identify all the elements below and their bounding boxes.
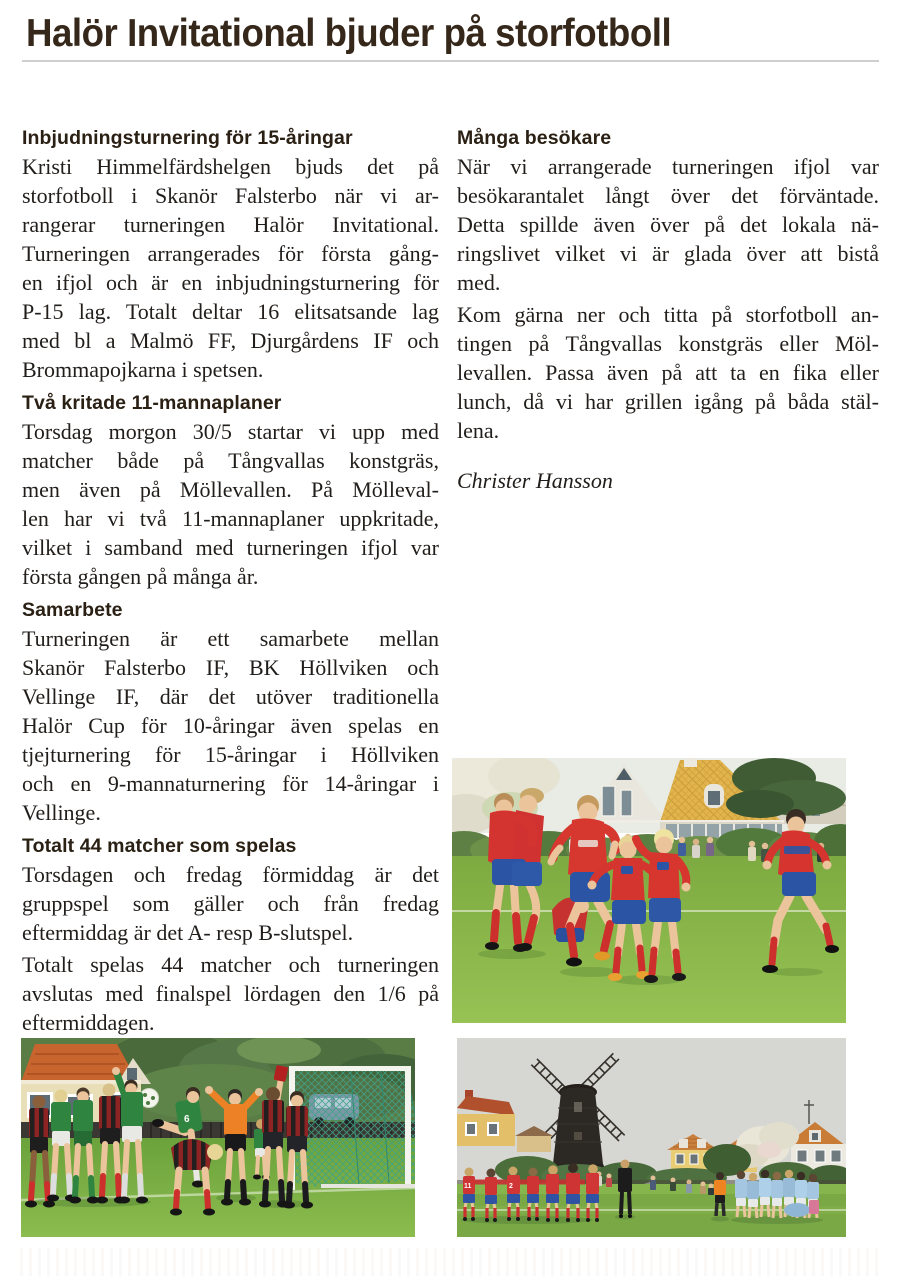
text-line: med.: [457, 270, 501, 295]
text-line: lena.: [457, 418, 500, 443]
celebration-photo-art: [452, 758, 846, 1023]
goal-scramble-photo: [21, 1038, 415, 1237]
text-line: Kristi Himmelfärdshelgen bjuds det på: [22, 154, 439, 179]
byline: Christer Hansson: [457, 468, 613, 493]
text-line: Torsdagen och fredag förmiddag är det: [22, 862, 439, 887]
article-section: [22, 391, 439, 591]
text-line: levallen. Passa även på att ta en fika eller: [457, 360, 879, 385]
section-body: [22, 624, 439, 827]
section-body: [22, 860, 439, 1037]
jersey-number: 6: [184, 1114, 190, 1125]
text-line: eftermiddagen.: [22, 1010, 155, 1035]
text-line: tingen på Tångvallas konstgräs eller Möl-: [457, 331, 879, 356]
text-line: Vellinge IF, där det utöver traditionella: [22, 684, 439, 709]
paragraph: [457, 300, 879, 445]
paragraph: [22, 624, 439, 827]
goal-scramble-photo-art: [21, 1038, 415, 1237]
article-section: [457, 126, 879, 445]
article-section: [22, 126, 439, 384]
section-heading: Totalt 44 matcher som spelas: [22, 835, 297, 857]
paragraph: [22, 417, 439, 591]
text-line: en ifjol och är en inbjudningsturnering för: [22, 270, 439, 295]
section-heading: Inbjudningsturnering för 15-åringar: [22, 127, 353, 149]
article-section: [22, 834, 439, 1037]
text-line: Turneringen är ett samarbete mellan: [22, 626, 439, 651]
text-line: storfotboll i Skanör Falsterbo när vi ar-: [22, 183, 439, 208]
jersey-number: 2: [509, 1183, 513, 1190]
page-title: Halör Invitational bjuder på storfotboll: [26, 12, 672, 55]
paragraph: [22, 152, 439, 384]
text-line: matcher både på Tångvallas konstgräs,: [22, 448, 439, 473]
faint-print-artifact: [20, 1248, 880, 1276]
text-line: och en 9-mannaturnering för 14-åringar i: [22, 771, 439, 796]
text-line: När vi arrangerade turneringen ifjol var: [457, 154, 879, 179]
text-line: Detta spillde även över på det lokala nä-: [457, 212, 879, 237]
text-line: lunch, då vi har grillen igång på båda stäl-: [457, 389, 879, 414]
section-heading: Samarbete: [22, 599, 123, 621]
text-line: eftermiddag är det A- resp B-slutspel.: [22, 920, 354, 945]
text-line: ringslivet vilket vi är glada över att bistå: [457, 241, 879, 266]
article-section: [22, 598, 439, 827]
windmill-teams-photo-art: [457, 1038, 846, 1237]
title-divider: [22, 60, 879, 62]
paragraph: [22, 950, 439, 1037]
text-line: Kom gärna ner och titta på storfotboll an-: [457, 302, 879, 327]
windmill-teams-photo: [457, 1038, 846, 1237]
text-line: Brommapojkarna i spetsen.: [22, 357, 264, 382]
text-line: P-15 lag. Totalt deltar 16 elitsatsande lag: [22, 299, 439, 324]
left-column: [22, 126, 439, 1037]
section-body: [457, 152, 879, 445]
celebration-photo: [452, 758, 846, 1023]
text-line: med bl a Malmö FF, Djurgårdens IF och: [22, 328, 439, 353]
text-line: Skanör Falsterbo IF, BK Höllviken och: [22, 655, 439, 680]
section-body: [22, 417, 439, 591]
text-line: Torsdag morgon 30/5 startar vi upp med: [22, 419, 439, 444]
text-line: avslutas med finalspel lördagen den 1/6 på: [22, 981, 439, 1006]
text-line: Totalt spelas 44 matcher och turneringen: [22, 952, 439, 977]
right-column: [457, 126, 879, 495]
jersey-number: 11: [464, 1183, 472, 1190]
text-line: Turneringen arrangerades för första gång-: [22, 241, 439, 266]
text-line: men även på Möllevallen. På Mölleval-: [22, 477, 439, 502]
text-line: vilket i samband med turneringen ifjol var: [22, 535, 439, 560]
paragraph: [457, 152, 879, 297]
text-line: besökarantalet långt över det förväntade.: [457, 183, 879, 208]
section-body: [22, 152, 439, 384]
text-line: första gången på många år.: [22, 564, 259, 589]
section-heading: Många besökare: [457, 127, 612, 149]
text-line: Halör Cup för 10-åringar även spelas en: [22, 713, 439, 738]
section-heading: Två kritade 11-mannaplaner: [22, 392, 282, 414]
text-line: tjejturnering för 15-åringar i Höllviken: [22, 742, 439, 767]
text-line: gruppspel som gäller och från fredag: [22, 891, 439, 916]
text-line: rangerar turneringen Halör Invitational.: [22, 212, 439, 237]
text-line: len har vi två 11-mannaplaner uppkritade,: [22, 506, 439, 531]
text-line: Vellinge.: [22, 800, 101, 825]
paragraph: [22, 860, 439, 947]
